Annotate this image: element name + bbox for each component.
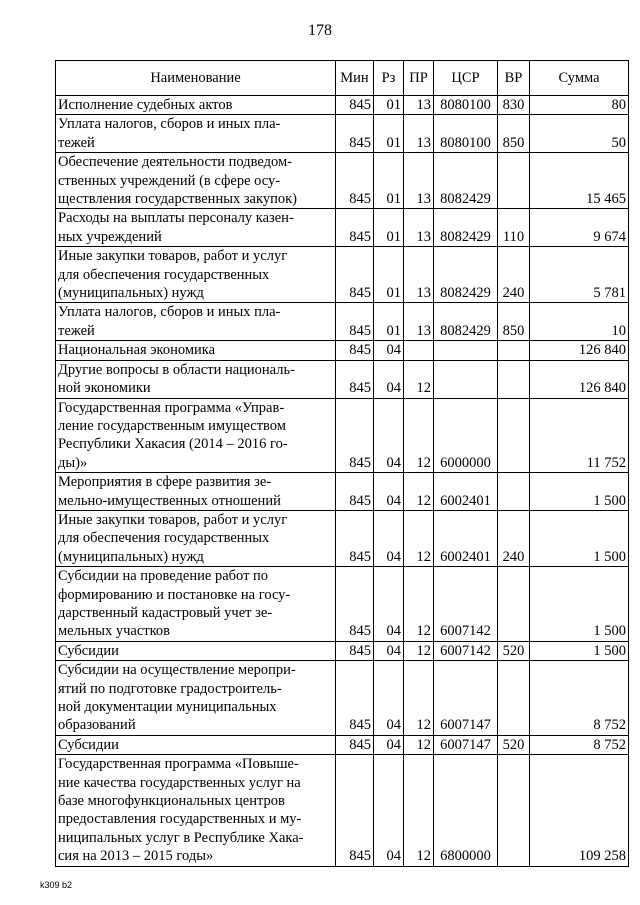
cell-sum: 109 258	[530, 755, 629, 866]
table-row	[56, 567, 629, 642]
cell-pr: 12	[404, 641, 434, 660]
cell-csr: 6007142	[434, 567, 498, 642]
cell-sum: 15 465	[530, 153, 629, 209]
cell-min: 845	[336, 96, 374, 115]
cell-sum: 8 752	[530, 735, 629, 754]
budget-table	[55, 60, 629, 867]
cell-csr: 6002401	[434, 510, 498, 566]
cell-pr: 12	[404, 473, 434, 511]
cell-vr	[498, 341, 530, 360]
cell-csr: 6800000	[434, 755, 498, 866]
cell-name: Иные закупки товаров, работ и услуг для обеспечения государственных (муниципальных) нужд	[56, 247, 336, 303]
cell-name: Субсидии на осуществление меропри- ятий по подготовке градостроитель- ной документации муниципальных образований	[56, 661, 336, 736]
cell-name: Уплата налогов, сборов и иных пла- тежей	[56, 303, 336, 341]
cell-sum: 9 674	[530, 209, 629, 247]
table-row	[56, 341, 629, 360]
cell-rz: 04	[374, 755, 404, 866]
cell-pr: 12	[404, 755, 434, 866]
cell-vr: 520	[498, 641, 530, 660]
cell-name: Другие вопросы в области националь- ной экономики	[56, 360, 336, 398]
cell-sum: 10	[530, 303, 629, 341]
cell-name: Национальная экономика	[56, 341, 336, 360]
cell-vr: 110	[498, 209, 530, 247]
cell-name: Государственная программа «Повыше- ние качества государственных услуг на базе многофункциональных центров предоставления государственных и му- ниципальных услуг в Республике Хака- сия на 2013 – 2015 годы»	[56, 755, 336, 866]
header-vr: ВР	[498, 61, 530, 96]
cell-rz: 04	[374, 341, 404, 360]
cell-min: 845	[336, 303, 374, 341]
cell-pr: 13	[404, 115, 434, 153]
cell-csr: 8082429	[434, 303, 498, 341]
cell-rz: 04	[374, 510, 404, 566]
cell-min: 845	[336, 567, 374, 642]
table-row	[56, 303, 629, 341]
cell-min: 845	[336, 641, 374, 660]
cell-min: 845	[336, 473, 374, 511]
cell-sum: 126 840	[530, 341, 629, 360]
cell-vr: 520	[498, 735, 530, 754]
cell-rz: 01	[374, 247, 404, 303]
cell-rz: 01	[374, 303, 404, 341]
cell-vr	[498, 473, 530, 511]
cell-min: 845	[336, 661, 374, 736]
cell-pr	[404, 341, 434, 360]
cell-csr: 6000000	[434, 398, 498, 473]
cell-sum: 5 781	[530, 247, 629, 303]
cell-pr: 12	[404, 735, 434, 754]
table-row	[56, 115, 629, 153]
cell-min: 845	[336, 209, 374, 247]
cell-rz: 04	[374, 567, 404, 642]
cell-pr: 12	[404, 398, 434, 473]
cell-rz: 01	[374, 209, 404, 247]
cell-csr	[434, 360, 498, 398]
header-csr: ЦСР	[434, 61, 498, 96]
cell-vr: 850	[498, 115, 530, 153]
cell-min: 845	[336, 735, 374, 754]
cell-pr: 13	[404, 153, 434, 209]
cell-vr: 240	[498, 510, 530, 566]
table-row	[56, 510, 629, 566]
cell-min: 845	[336, 360, 374, 398]
cell-rz: 04	[374, 398, 404, 473]
page-number: 178	[308, 22, 332, 39]
cell-name: Обеспечение деятельности подведом- ственных учреждений (в сфере осу- ществления государственных закупок)	[56, 153, 336, 209]
table-row	[56, 735, 629, 754]
cell-rz: 04	[374, 641, 404, 660]
cell-min: 845	[336, 341, 374, 360]
cell-vr: 830	[498, 96, 530, 115]
cell-name: Субсидии	[56, 641, 336, 660]
cell-name: Исполнение судебных актов	[56, 96, 336, 115]
cell-sum: 8 752	[530, 661, 629, 736]
cell-sum: 11 752	[530, 398, 629, 473]
cell-vr	[498, 755, 530, 866]
cell-sum: 1 500	[530, 473, 629, 511]
document-code: k309 b2	[40, 880, 73, 890]
header-name: Наименование	[56, 61, 336, 96]
cell-name: Иные закупки товаров, работ и услуг для обеспечения государственных (муниципальных) нужд	[56, 510, 336, 566]
table-row	[56, 209, 629, 247]
header-rz: Рз	[374, 61, 404, 96]
cell-rz: 01	[374, 153, 404, 209]
cell-sum: 80	[530, 96, 629, 115]
cell-sum: 1 500	[530, 641, 629, 660]
cell-csr: 6007147	[434, 735, 498, 754]
cell-rz: 04	[374, 661, 404, 736]
cell-pr: 13	[404, 247, 434, 303]
table-row	[56, 360, 629, 398]
cell-min: 845	[336, 115, 374, 153]
cell-min: 845	[336, 247, 374, 303]
cell-vr	[498, 398, 530, 473]
cell-csr: 8082429	[434, 153, 498, 209]
cell-min: 845	[336, 510, 374, 566]
cell-rz: 01	[374, 96, 404, 115]
cell-name: Субсидии на проведение работ по формированию и постановке на госу- дарственный кадастровый учет зе- мельных участков	[56, 567, 336, 642]
table-row	[56, 247, 629, 303]
cell-pr: 13	[404, 96, 434, 115]
cell-csr: 8082429	[434, 209, 498, 247]
cell-name: Мероприятия в сфере развития зе- мельно-имущественных отношений	[56, 473, 336, 511]
cell-vr	[498, 567, 530, 642]
cell-vr: 850	[498, 303, 530, 341]
table-row	[56, 398, 629, 473]
cell-pr: 13	[404, 303, 434, 341]
cell-name: Расходы на выплаты персоналу казен- ных учреждений	[56, 209, 336, 247]
cell-min: 845	[336, 755, 374, 866]
table-row	[56, 661, 629, 736]
cell-rz: 01	[374, 115, 404, 153]
cell-sum: 1 500	[530, 510, 629, 566]
header-pr: ПР	[404, 61, 434, 96]
cell-sum: 126 840	[530, 360, 629, 398]
cell-pr: 12	[404, 360, 434, 398]
cell-rz: 04	[374, 473, 404, 511]
table-row	[56, 641, 629, 660]
cell-pr: 12	[404, 661, 434, 736]
cell-rz: 04	[374, 735, 404, 754]
cell-csr	[434, 341, 498, 360]
cell-sum: 1 500	[530, 567, 629, 642]
cell-name: Государственная программа «Управ- ление государственным имуществом Республики Хакасия (2014 – 2016 го- ды)»	[56, 398, 336, 473]
cell-csr: 6002401	[434, 473, 498, 511]
cell-csr: 6007142	[434, 641, 498, 660]
cell-csr: 8080100	[434, 96, 498, 115]
cell-csr: 6007147	[434, 661, 498, 736]
cell-name: Субсидии	[56, 735, 336, 754]
cell-pr: 12	[404, 510, 434, 566]
table-row	[56, 755, 629, 866]
cell-rz: 04	[374, 360, 404, 398]
header-sum: Сумма	[530, 61, 629, 96]
cell-vr	[498, 153, 530, 209]
cell-csr: 8080100	[434, 115, 498, 153]
cell-pr: 13	[404, 209, 434, 247]
table-row	[56, 96, 629, 115]
cell-min: 845	[336, 398, 374, 473]
header-min: Мин	[336, 61, 374, 96]
cell-vr	[498, 661, 530, 736]
table-row	[56, 153, 629, 209]
cell-sum: 50	[530, 115, 629, 153]
cell-min: 845	[336, 153, 374, 209]
cell-csr: 8082429	[434, 247, 498, 303]
cell-vr	[498, 360, 530, 398]
table-header-row	[56, 61, 629, 96]
cell-pr: 12	[404, 567, 434, 642]
table-row	[56, 473, 629, 511]
cell-vr: 240	[498, 247, 530, 303]
cell-name: Уплата налогов, сборов и иных пла- тежей	[56, 115, 336, 153]
